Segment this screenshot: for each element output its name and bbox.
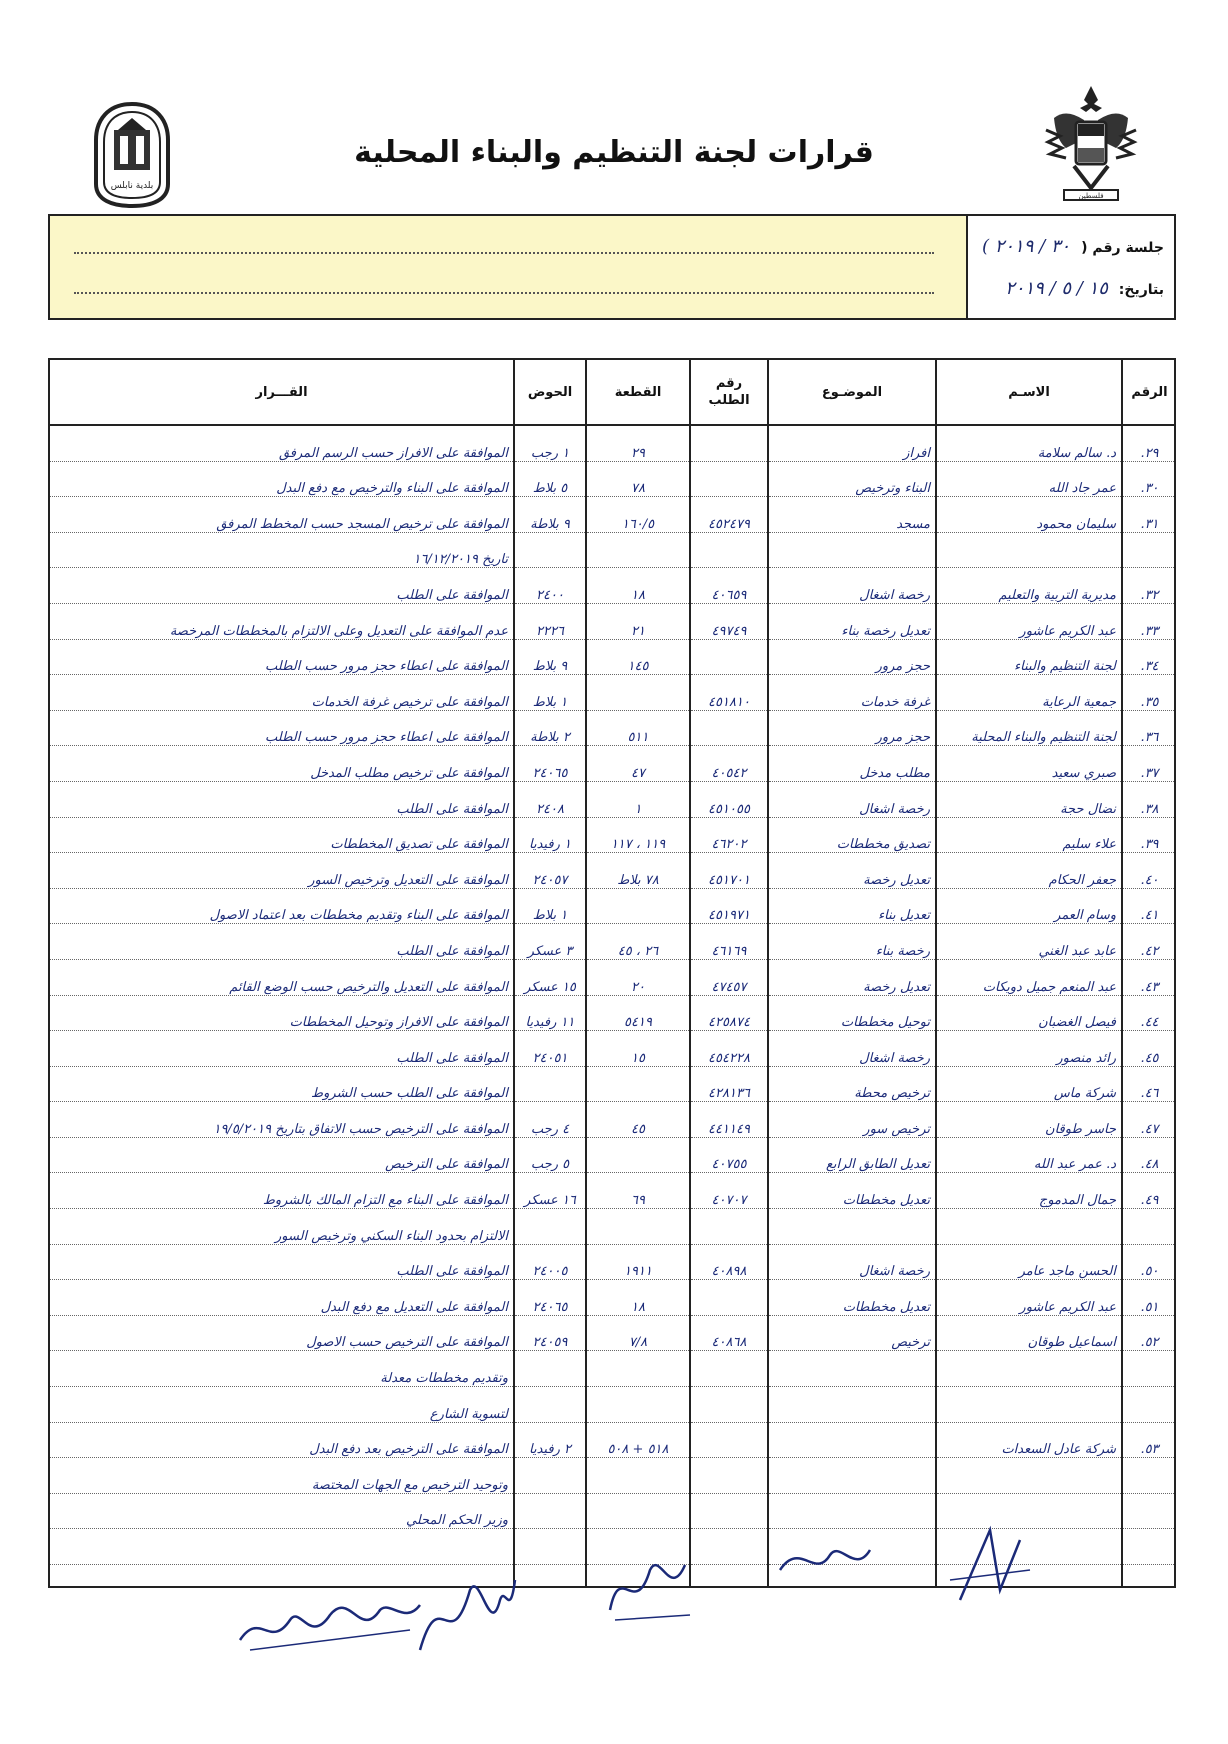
row-subject: رخصة بناء [768,924,936,960]
row-decision: الموافقة على ترخيص مطلب المدخل [50,746,514,782]
row-subject: افراز [768,425,936,461]
row-request-no: ٤٦١٦٩ [690,924,768,960]
row-decision: تاريخ ١٦/١٢/٢٠١٩ [50,532,514,568]
row-plot: ٧٨ بلاط [586,853,690,889]
row-subject: ترخيص [768,1315,936,1351]
table-row [50,1137,1176,1173]
row-basin: ١ رجب [514,425,586,461]
row-number: ٣٠. [1122,461,1176,497]
row-request-no: ٤٠٥٤٢ [690,746,768,782]
row-name: لجنة التنظيم والبناء المحلية [936,710,1122,746]
table-row [50,1244,1176,1280]
row-decision: الموافقة على تصديق المخططات [50,817,514,853]
row-name: شركة عادل السعدات [936,1422,1122,1458]
row-plot [586,888,690,924]
row-basin: ١٦ عسكر [514,1173,586,1209]
table-row [50,817,1176,853]
table-row [50,959,1176,995]
svg-text:بلدية نابلس: بلدية نابلس [110,181,154,191]
row-plot: ٥١١ [586,710,690,746]
row-plot [586,1137,690,1173]
row-basin [514,1066,586,1102]
row-decision: الموافقة على الترخيص حسب الاصول [50,1315,514,1351]
row-number: ٤٥. [1122,1031,1176,1067]
row-name: نضال حجة [936,781,1122,817]
row-decision: وتقديم مخططات معدلة [50,1351,514,1387]
row-name: جاسر طوقان [936,1102,1122,1138]
row-basin: ٩ بلاط [514,639,586,675]
row-number: ٤٢. [1122,924,1176,960]
row-decision: الموافقة على الطلب [50,924,514,960]
row-basin: ٢٤٠٦٥ [514,746,586,782]
page-title: قرارات لجنة التنظيم والبناء المحلية [354,135,874,170]
signature-2 [400,1560,520,1670]
row-subject: ترخيص محطة [768,1066,936,1102]
session-date-label: بتاريخ: [1118,282,1164,298]
header-subject: الموضـوع [768,360,936,425]
row-number [1122,1387,1176,1423]
decisions-table [50,360,1176,1588]
row-basin: ٢٤٠٦٥ [514,1280,586,1316]
row-name: الحسن ماجد عامر [936,1244,1122,1280]
signature-4 [770,1530,880,1590]
row-plot: ٥١٨ + ٥٠٨ [586,1422,690,1458]
row-number [1122,1351,1176,1387]
row-decision: الموافقة على التعديل والترخيص حسب الوضع القائم [50,959,514,995]
session-details [966,216,1174,318]
row-basin: ١٥ عسكر [514,959,586,995]
row-number: ٥٣. [1122,1422,1176,1458]
table-row [50,1280,1176,1316]
blank-dotted-line [74,292,934,294]
table-row [50,425,1176,461]
table-row [50,924,1176,960]
row-request-no: ٤٩٧٤٩ [690,603,768,639]
row-basin: ٢٤٠٥٩ [514,1315,586,1351]
table-row [50,746,1176,782]
row-decision: الموافقة على الطلب [50,781,514,817]
session-number-line [974,226,1164,268]
table-row [50,1422,1176,1458]
row-basin [514,1565,586,1589]
table-row [50,1066,1176,1102]
row-name: د. سالم سلامة [936,425,1122,461]
table-row [50,1173,1176,1209]
row-subject: تعديل رخصة بناء [768,603,936,639]
row-subject: توحيل مخططات [768,995,936,1031]
row-number: ٤٨. [1122,1137,1176,1173]
row-name: عمر جاد الله [936,461,1122,497]
row-decision: الالتزام بحدود البناء السكني وترخيص السور [50,1209,514,1245]
row-basin: ١١ رفيديا [514,995,586,1031]
row-decision: الموافقة على الافراز حسب الرسم المرفق [50,425,514,461]
row-number [1122,1565,1176,1589]
row-basin: ٢٤٠٥٧ [514,853,586,889]
row-plot [586,1209,690,1245]
row-plot: ١٤٥ [586,639,690,675]
row-request-no [690,1493,768,1529]
row-decision: الموافقة على التعديل مع دفع البدل [50,1280,514,1316]
signature-5 [940,1520,1040,1620]
row-number: ٥١. [1122,1280,1176,1316]
row-number: ٣٢. [1122,568,1176,604]
row-request-no [690,1387,768,1423]
row-name: اسماعيل طوقان [936,1315,1122,1351]
decisions-table-container [48,358,1176,1588]
row-request-no: ٤٢٥٨٧٤ [690,995,768,1031]
row-subject: ترخيص سور [768,1102,936,1138]
row-basin: ٢٤٠٨ [514,781,586,817]
table-row [50,1209,1176,1245]
row-subject: تعديل مخططات [768,1173,936,1209]
row-request-no: ٤٠٧٠٧ [690,1173,768,1209]
row-number [1122,1209,1176,1245]
row-plot: ٥٤١٩ [586,995,690,1031]
row-subject: رخصة اشغال [768,1244,936,1280]
row-number: ٤٩. [1122,1173,1176,1209]
row-decision: الموافقة على الطلب حسب الشروط [50,1066,514,1102]
table-row [50,1458,1176,1494]
row-decision: وتوحيد الترخيص مع الجهات المختصة [50,1458,514,1494]
row-plot: ٢٦ ، ٤٥ [586,924,690,960]
session-date-line [974,268,1164,310]
table-row [50,639,1176,675]
table-header-row [50,360,1176,425]
row-basin: ٢٤٠٠ [514,568,586,604]
row-subject: غرفة خدمات [768,675,936,711]
row-number: ٣٣. [1122,603,1176,639]
row-request-no [690,1351,768,1387]
row-request-no: ٤٥١٨١٠ [690,675,768,711]
row-decision: الموافقة على الطلب [50,1244,514,1280]
table-row [50,497,1176,533]
row-basin [514,1351,586,1387]
row-basin [514,1209,586,1245]
row-decision: الموافقة على البناء والترخيص مع دفع البدل [50,461,514,497]
header-name: الاسـم [936,360,1122,425]
row-request-no [690,1458,768,1494]
row-decision: الموافقة على الافراز وتوحيل المخططات [50,995,514,1031]
header-decision: القـــرار [50,360,514,425]
row-plot [586,1066,690,1102]
row-decision: وزير الحكم المحلي [50,1493,514,1529]
row-basin: ٢٤٠٥١ [514,1031,586,1067]
row-subject [768,1458,936,1494]
table-row [50,995,1176,1031]
row-name [936,1351,1122,1387]
row-plot: ١٨ [586,568,690,604]
row-request-no: ٤٠٧٥٥ [690,1137,768,1173]
row-plot: ٧٨ [586,461,690,497]
row-request-no: ٤٥١٧٠١ [690,853,768,889]
row-number: ٣٥. [1122,675,1176,711]
row-number: ٣١. [1122,497,1176,533]
row-name: عبد الكريم عاشور [936,1280,1122,1316]
row-subject: تعديل الطابق الرابع [768,1137,936,1173]
row-name [936,532,1122,568]
session-number-value: ٣٠ / ٢٠١٩ ) [981,236,1071,257]
row-basin [514,1493,586,1529]
row-plot: ٦٩ [586,1173,690,1209]
row-decision: الموافقة على الترخيص [50,1137,514,1173]
row-number: ٣٤. [1122,639,1176,675]
table-body [50,425,1176,1588]
row-plot: ١٦٠/٥ [586,497,690,533]
row-request-no [690,710,768,746]
row-decision: الموافقة على ترخيص المسجد حسب المخطط المرفق [50,497,514,533]
row-plot: ٤٥ [586,1102,690,1138]
row-subject: رخصة اشغال [768,781,936,817]
row-number: ٣٩. [1122,817,1176,853]
row-name: رائد منصور [936,1031,1122,1067]
table-row [50,1387,1176,1423]
row-number: ٥٢. [1122,1315,1176,1351]
row-plot: ٢٠ [586,959,690,995]
row-subject: حجز مرور [768,639,936,675]
row-request-no [690,461,768,497]
row-name: جعفر الحكام [936,853,1122,889]
row-plot: ١٥ [586,1031,690,1067]
row-request-no [690,639,768,675]
row-request-no: ٤٤١١٤٩ [690,1102,768,1138]
row-plot [586,1493,690,1529]
row-plot: ١ [586,781,690,817]
row-number: ٢٩. [1122,425,1176,461]
row-plot: ٢١ [586,603,690,639]
row-decision: الموافقة على التعديل وترخيص السور [50,853,514,889]
row-subject: مسجد [768,497,936,533]
row-plot [586,1387,690,1423]
row-basin [514,1529,586,1565]
header-request-no: رقم الطلب [690,360,768,425]
session-date-value: ١٥ / ٥ / ٢٠١٩ [1005,278,1108,299]
row-request-no [690,1565,768,1589]
row-number: ٣٧. [1122,746,1176,782]
row-decision: عدم الموافقة على التعديل وعلى الالتزام بالمخططات المرخصة [50,603,514,639]
row-subject: البناء وترخيص [768,461,936,497]
row-plot [586,532,690,568]
row-plot [586,1458,690,1494]
row-basin: ٤ رجب [514,1102,586,1138]
header-basin: الحوض [514,360,586,425]
row-name: علاء سليم [936,817,1122,853]
row-subject: رخصة اشغال [768,568,936,604]
row-number [1122,1493,1176,1529]
row-request-no [690,532,768,568]
row-name: جمال المدموج [936,1173,1122,1209]
row-subject: تعديل مخططات [768,1280,936,1316]
row-request-no: ٤٢٨١٣٦ [690,1066,768,1102]
table-row [50,1031,1176,1067]
row-name: وسام العمر [936,888,1122,924]
row-plot: ٧/٨ [586,1315,690,1351]
row-name: عابد عبد الغني [936,924,1122,960]
row-subject: تصديق مخططات [768,817,936,853]
row-decision: الموافقة على الطلب [50,568,514,604]
row-basin: ٥ بلاط [514,461,586,497]
row-plot: ١٩١١ [586,1244,690,1280]
table-row [50,461,1176,497]
row-number [1122,1458,1176,1494]
row-number: ٤٧. [1122,1102,1176,1138]
row-request-no [690,1280,768,1316]
row-request-no [690,425,768,461]
row-decision: الموافقة على ترخيص غرفة الخدمات [50,675,514,711]
row-basin: ١ بلاط [514,888,586,924]
row-subject [768,1387,936,1423]
row-basin [514,1387,586,1423]
row-plot: ٤٧ [586,746,690,782]
row-subject [768,1209,936,1245]
row-number: ٣٨. [1122,781,1176,817]
row-request-no: ٤٦٢٠٢ [690,817,768,853]
row-subject [768,1422,936,1458]
row-name [936,1209,1122,1245]
row-name: عبد المنعم جميل دويكات [936,959,1122,995]
table-row [50,532,1176,568]
row-basin: ٩ بلاطة [514,497,586,533]
row-name: صبري سعيد [936,746,1122,782]
table-row [50,1102,1176,1138]
row-name: فيصل الغضبان [936,995,1122,1031]
row-decision: الموافقة على الطلب [50,1031,514,1067]
row-number: ٣٦. [1122,710,1176,746]
row-plot: ١٨ [586,1280,690,1316]
row-name [936,1387,1122,1423]
session-number-label: جلسة رقم ( [1081,240,1164,256]
row-number: ٤١. [1122,888,1176,924]
signature-3 [600,1540,700,1630]
session-info-box [48,214,1176,320]
row-decision: الموافقة على الترخيص بعد دفع البدل [50,1422,514,1458]
row-request-no: ٤٠٨٦٨ [690,1315,768,1351]
table-row [50,675,1176,711]
row-plot: ٢٩ [586,425,690,461]
row-name: سليمان محمود [936,497,1122,533]
row-basin: ٢ رفيديا [514,1422,586,1458]
row-subject [768,532,936,568]
row-number: ٤٦. [1122,1066,1176,1102]
row-subject [768,1493,936,1529]
row-request-no: ٤٧٤٥٧ [690,959,768,995]
row-request-no: ٤٥١٩٧١ [690,888,768,924]
row-name: لجنة التنظيم والبناء [936,639,1122,675]
row-request-no [690,1529,768,1565]
row-basin: ٣ عسكر [514,924,586,960]
row-plot [586,1351,690,1387]
row-number: ٤٠. [1122,853,1176,889]
row-subject: حجز مرور [768,710,936,746]
row-request-no: ٤٥٤٢٢٨ [690,1031,768,1067]
table-row [50,710,1176,746]
table-row [50,603,1176,639]
table-row [50,853,1176,889]
row-plot: ١١٩ ، ١١٧ [586,817,690,853]
row-request-no: ٤٠٨٩٨ [690,1244,768,1280]
row-request-no [690,1422,768,1458]
row-name: عبد الكريم عاشور [936,603,1122,639]
row-name [936,1458,1122,1494]
row-basin: ٢٤٠٠٥ [514,1244,586,1280]
row-number [1122,1529,1176,1565]
row-basin [514,532,586,568]
table-row [50,888,1176,924]
header-num: الرقم [1122,360,1176,425]
row-subject [768,1351,936,1387]
row-subject: تعديل بناء [768,888,936,924]
row-number: ٤٤. [1122,995,1176,1031]
row-name: شركة ماس [936,1066,1122,1102]
row-number: ٥٠. [1122,1244,1176,1280]
row-subject: مطلب مدخل [768,746,936,782]
row-decision: الموافقة على الترخيص حسب الاتفاق بتاريخ ١٩/٥/٢٠١٩ [50,1102,514,1138]
row-plot [586,675,690,711]
row-request-no: ٤٥١٠٥٥ [690,781,768,817]
row-request-no [690,1209,768,1245]
row-basin [514,1458,586,1494]
row-basin: ١ رفيديا [514,817,586,853]
row-name: جمعية الرعاية [936,675,1122,711]
row-name: د. عمر عبد الله [936,1137,1122,1173]
row-request-no: ٤٥٢٤٧٩ [690,497,768,533]
row-decision: لتسوية الشارع [50,1387,514,1423]
row-name: مديرية التربية والتعليم [936,568,1122,604]
table-row [50,1351,1176,1387]
table-row [50,781,1176,817]
header-plot: القطعة [586,360,690,425]
row-decision: الموافقة على البناء وتقديم مخططات بعد اعتماد الاصول [50,888,514,924]
row-basin: ١ بلاط [514,675,586,711]
blank-dotted-line [74,252,934,254]
row-decision: الموافقة على البناء مع التزام المالك بالشروط [50,1173,514,1209]
row-subject: تعديل رخصة [768,959,936,995]
table-row [50,1315,1176,1351]
row-decision: الموافقة على اعطاء حجز مرور حسب الطلب [50,710,514,746]
svg-text:فلسطين: فلسطين [1078,192,1104,200]
row-decision: الموافقة على اعطاء حجز مرور حسب الطلب [50,639,514,675]
row-basin: ٢ بلاطة [514,710,586,746]
row-subject: تعديل رخصة [768,853,936,889]
row-number [1122,532,1176,568]
table-row [50,568,1176,604]
row-number: ٤٣. [1122,959,1176,995]
row-subject: رخصة اشغال [768,1031,936,1067]
row-request-no: ٤٠٦٥٩ [690,568,768,604]
row-basin: ٥ رجب [514,1137,586,1173]
row-basin: ٢٢٢٦ [514,603,586,639]
